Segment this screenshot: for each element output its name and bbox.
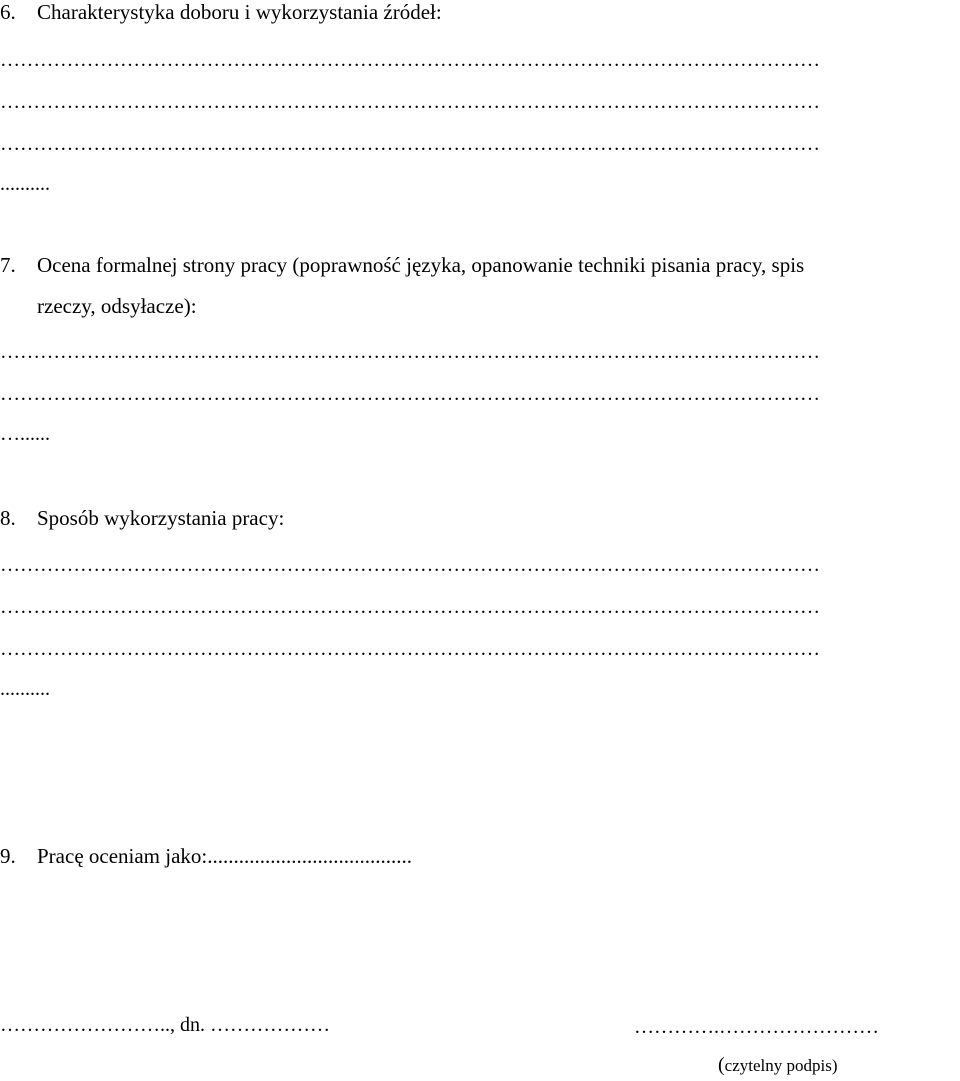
section-6-title	[0, 0, 442, 24]
dotted-line: ……………………………………………………………………………………………………………	[0, 49, 820, 71]
dotted-line: ……………………………………………………………………………………………………………	[0, 638, 820, 660]
section-number: 6.	[0, 0, 16, 24]
section-title: Sposób wykorzystania pracy:	[37, 506, 285, 530]
section-title-line-1: Ocena formalnej strony pracy (poprawność języka, opanowanie techniki pisania pracy, spis	[37, 253, 805, 277]
dotted-line: ……………………………………………………………………………………………………………	[0, 91, 820, 113]
dotted-line-tail: …......	[0, 423, 50, 445]
section-title: Charakterystyka doboru i wykorzystania źródeł:	[37, 0, 442, 24]
section-title-line-2: rzeczy, odsyłacze):	[37, 294, 197, 318]
dotted-line-tail: ..........	[0, 678, 50, 700]
place-date-line: …………………….., dn. ………………	[0, 1014, 330, 1036]
section-number: 7.	[0, 253, 16, 277]
dotted-line: ……………………………………………………………………………………………………………	[0, 554, 820, 576]
dotted-line: ……………………………………………………………………………………………………………	[0, 383, 820, 405]
section-number: 8.	[0, 506, 16, 530]
signature-caption	[718, 1055, 838, 1076]
section-7-title	[0, 253, 804, 277]
section-9-title	[0, 844, 412, 868]
dotted-line: ……………………………………………………………………………………………………………	[0, 596, 820, 618]
dotted-line: ……………………………………………………………………………………………………………	[0, 341, 820, 363]
section-8-title	[0, 506, 284, 530]
section-number: 9.	[0, 844, 16, 868]
dotted-line: ……………………………………………………………………………………………………………	[0, 133, 820, 155]
signature-line: ………….……………………	[634, 1016, 879, 1038]
dotted-line-tail: ..........	[0, 173, 50, 195]
section-title: Pracę oceniam jako:.......................................	[37, 844, 413, 868]
signature-caption-text: czytelny podpis)	[724, 1056, 838, 1075]
signature-caption-paren: (	[718, 1054, 725, 1076]
